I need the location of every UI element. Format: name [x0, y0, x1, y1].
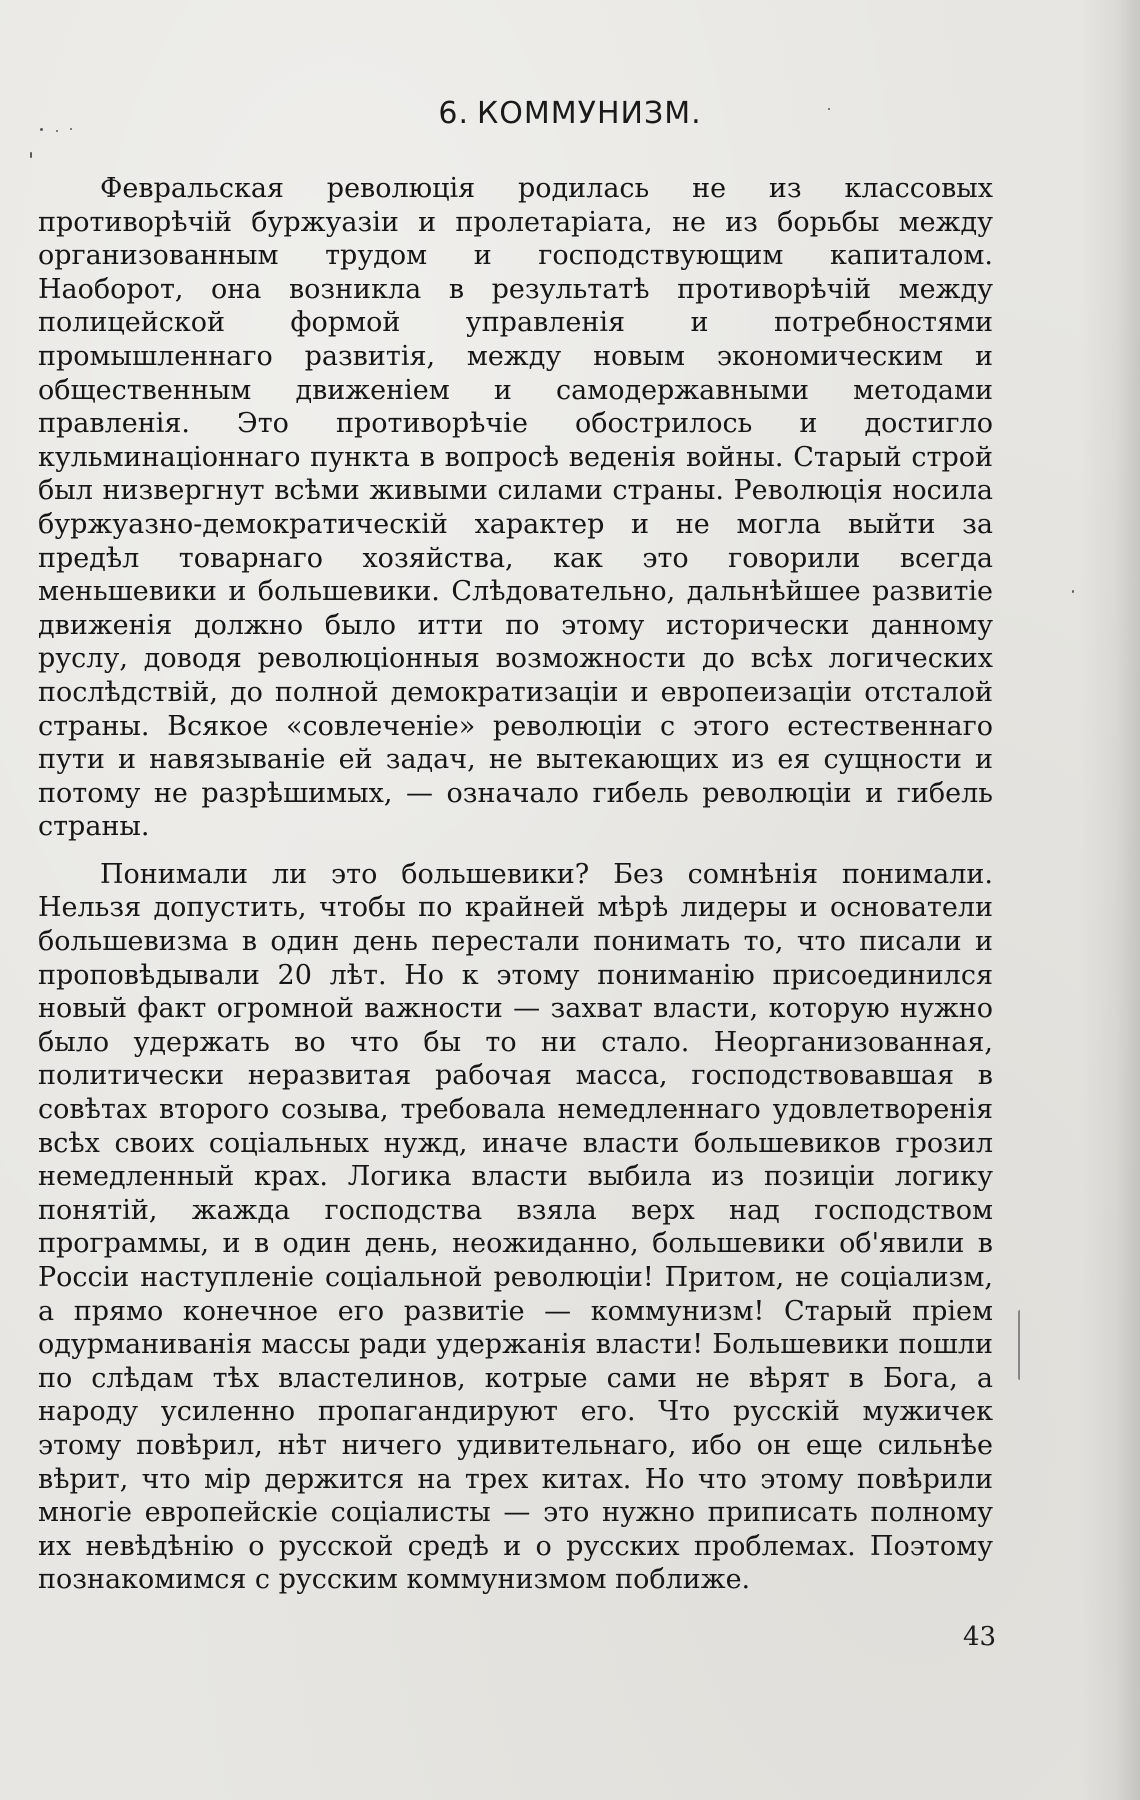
paragraph-2: Понимали ли это большевики? Без сомнѣнія понимали. Нельзя допустить, чтобы по крайней мѣрѣ лидеры и основатели большевизма в один день перестали понимать то, что писали и проповѣдывали 20 лѣт. Но к этому пониманію присоединился новый факт огромной важности — захват власти, которую нужно было удержать во что бы то ни стало. Неорганизованная, политически неразвитая рабочая масса, господствовавшая в совѣтах второго созыва, требовала немедленнаго удовлетворенія всѣх своих соціальных нужд, иначе власти большевиков грозил немедленный крах. Логика власти выбила из позиціи логику понятій, жажда господства взяла верх над господством программы, и в один день, неожиданно, большевики об'явили в Россіи наступленіе соціальной революціи! Притом, не соціализм, а прямо конечное его развитіе — коммунизм! Старый пріем одурманиванія массы ради удержанія власти! Большевики пошли по слѣдам тѣх властелинов, котрые сами не вѣрят в Бога, а народу усиленно пропагандируют его. Что русскій мужичек этому повѣрил, нѣт ничего удивительнаго, ибо он еще сильнѣе вѣрит, что мір держится на трех китах. Но что этому повѣрили многіе европейскіе соціалисты — это нужно приписать полному их невѣдѣнію о русской средѣ и о русских проблемах. Поэтому познакомимся с русским коммунизмом поближе. [38, 858, 993, 1596]
paragraph-1: Февральская революція родилась не из классовых противорѣчій буржуазіи и пролетаріата, не из борьбы между организованным трудом и господствующим капиталом. Наоборот, она возникла в результатѣ противорѣчій между полицейской формой управленія и потребностями промышленнаго развитія, между новым экономическим и общественным движеніем и самодержавными методами правленія. Это противорѣчіе обострилось и достигло кульминаціоннаго пункта в вопросѣ веденія войны. Старый строй был низвергнут всѣми живыми силами страны. Революція носила буржуазно-демократическій характер и не могла выйти за предѣл товарнаго хозяйства, как это говорили всегда меньшевики и большевики. Слѣдовательно, дальнѣйшее развитіе движенія должно было итти по этому исторически данному руслу, доводя революціонныя возможности до всѣх логических послѣдствій, до полной демократизаціи и европеизаціи отсталой страны. Всякое «совлеченіе» революціи с этого естественнаго пути и навязываніе ей задач, не вытекающих из ея сущности и потому не разрѣшимых, — означало гибель революціи и гибель страны. [38, 173, 993, 843]
print-speck [1072, 590, 1074, 593]
chapter-title-text: КОММУНИЗМ. [477, 96, 702, 131]
chapter-body [38, 172, 993, 1597]
chapter-number: 6. [438, 96, 469, 131]
chapter-title [0, 96, 1140, 131]
margin-pencil-mark [1018, 1310, 1023, 1380]
page-number: 43 [963, 1622, 997, 1652]
page-edge-shadow [1080, 0, 1140, 1800]
print-speck [30, 152, 32, 158]
